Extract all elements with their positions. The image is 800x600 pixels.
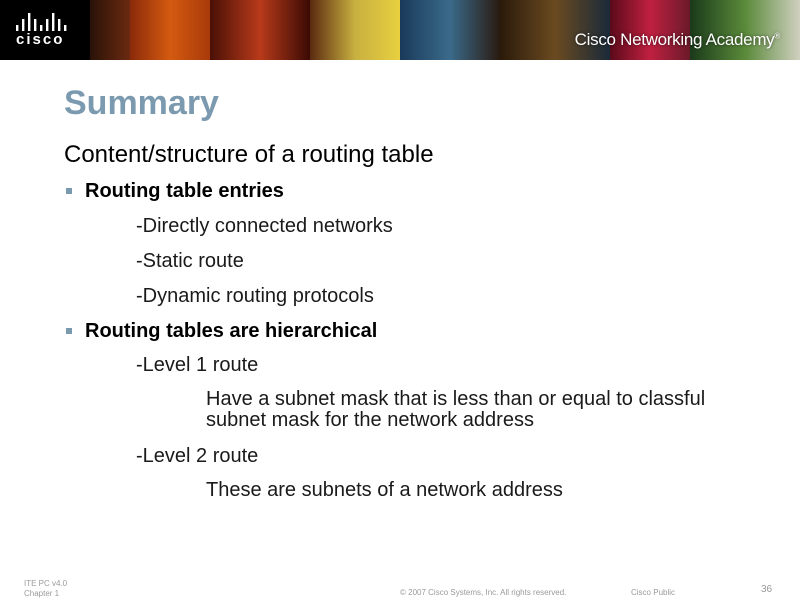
slide-title: Summary	[64, 84, 219, 122]
slide-page-number: 36	[761, 584, 773, 595]
list-item-dynamic-routing: -Dynamic routing protocols	[136, 285, 374, 307]
banner-photo-4	[310, 0, 400, 60]
cisco-logo	[0, 0, 90, 60]
banner-photo-3	[210, 0, 310, 60]
academy-title	[575, 30, 780, 50]
bullet-heading: Routing table entries	[85, 180, 284, 202]
list-item-static-route: -Static route	[136, 250, 244, 272]
list-item-directly-connected: -Directly connected networks	[136, 215, 393, 237]
banner-photo-2	[130, 0, 210, 60]
footer-classification: Cisco Public	[631, 588, 676, 597]
footer-copyright: © 2007 Cisco Systems, Inc. All rights reserved.	[400, 588, 567, 597]
bullet-heading: Routing tables are hierarchical	[85, 320, 378, 342]
banner-photo-5	[400, 0, 500, 60]
cisco-logo-text: cisco	[16, 31, 65, 48]
footer-chapter: Chapter 1	[24, 589, 60, 598]
trademark-symbol: ®	[774, 31, 780, 41]
slide-subtitle: Content/structure of a routing table	[64, 141, 434, 168]
square-bullet-icon	[66, 188, 72, 194]
level-2-route-description: These are subnets of a network address	[206, 479, 563, 501]
header-banner	[0, 0, 800, 60]
cisco-bridge-icon	[14, 13, 74, 33]
academy-text: Cisco Networking Academy	[574, 30, 775, 49]
banner-photo-1	[90, 0, 130, 60]
level-1-route-description: Have a subnet mask that is less than or equal to classful subnet mask for the network address	[206, 388, 706, 431]
list-item-level-1-route: -Level 1 route	[136, 354, 259, 376]
list-item-level-2-route: -Level 2 route	[136, 445, 259, 467]
square-bullet-icon	[66, 328, 72, 334]
footer-course: ITE PC v4.0	[24, 579, 68, 588]
